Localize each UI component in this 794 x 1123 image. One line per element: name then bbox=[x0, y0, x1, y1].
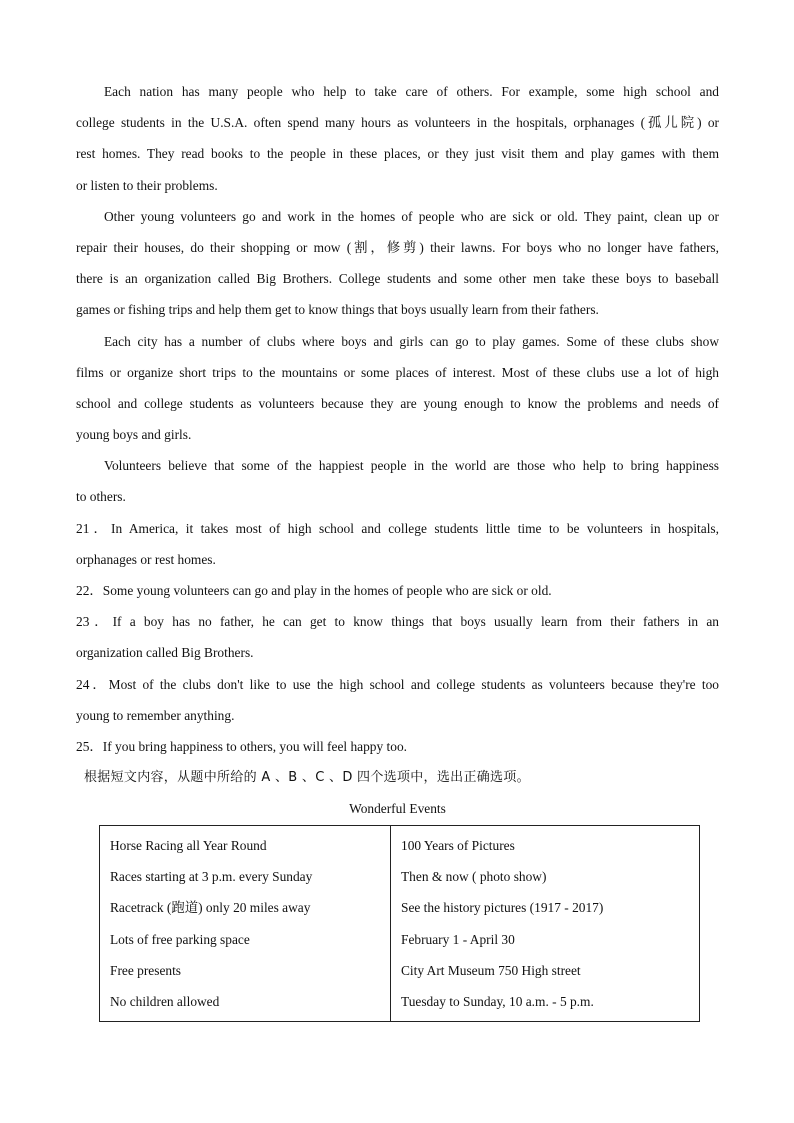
question-23-line: organization called Big Brothers. bbox=[76, 645, 254, 661]
table-cell: 100 Years of Pictures bbox=[391, 826, 700, 862]
table-cell: Then & now ( photo show) bbox=[391, 861, 700, 892]
passage-line: young boys and girls. bbox=[76, 427, 192, 443]
question-25-line: 25．If you bring happiness to others, you will feel happy too. bbox=[76, 738, 407, 754]
passage-line: Volunteers believe that some of the happiest people in the world are those who help to bring happiness bbox=[104, 458, 719, 474]
table-cell: Horse Racing all Year Round bbox=[100, 826, 391, 862]
question-21-line: 21．In America, it takes most of high school and college students little time to be volunteers in hospitals, bbox=[76, 520, 719, 536]
question-21-line: orphanages or rest homes. bbox=[76, 551, 216, 567]
table-cell: February 1 - April 30 bbox=[391, 924, 700, 955]
reading-passage bbox=[76, 76, 719, 824]
question-23-line: 23．If a boy has no father, he can get to know things that boys usually learn from their fathers in an bbox=[76, 614, 719, 630]
table-row bbox=[100, 986, 700, 1022]
table-cell: Free presents bbox=[100, 955, 391, 986]
table-cell: Lots of free parking space bbox=[100, 924, 391, 955]
passage-line: Each nation has many people who help to take care of others. For example, some high school and bbox=[104, 84, 719, 99]
passage-line: repair their houses, do their shopping or mow (割，修剪) their lawns. For boys who no longer have fathers, bbox=[76, 239, 719, 255]
passage-line: school and college students as volunteers because they are young enough to know the problems and needs of bbox=[76, 395, 719, 411]
table-row bbox=[100, 924, 700, 955]
table-cell: See the history pictures (1917 - 2017) bbox=[391, 892, 700, 923]
passage-line: or listen to their problems. bbox=[76, 177, 218, 193]
table-cell: Races starting at 3 p.m. every Sunday bbox=[100, 861, 391, 892]
question-22-line: 22．Some young volunteers can go and play in the homes of people who are sick or old. bbox=[76, 583, 552, 598]
question-24-line: 24．Most of the clubs don't like to use the high school and college students as volunteers because they're too bbox=[76, 676, 719, 692]
table-row bbox=[100, 892, 700, 923]
passage-line: rest homes. They read books to the people in these places, or they just visit them and play games with them bbox=[76, 146, 719, 162]
table-row bbox=[100, 955, 700, 986]
table-title: Wonderful Events bbox=[349, 801, 446, 817]
table-row bbox=[100, 826, 700, 862]
passage-line: to others. bbox=[76, 489, 126, 505]
question-24-line: young to remember anything. bbox=[76, 707, 235, 723]
table-cell: Tuesday to Sunday, 10 a.m. - 5 p.m. bbox=[391, 986, 700, 1022]
passage-line: films or organize short trips to the mountains or some places of interest. Most of these clubs use a lot of high bbox=[76, 364, 719, 380]
passage-line: Other young volunteers go and work in the homes of people who are sick or old. They paint, clean up or bbox=[104, 208, 719, 224]
table-cell: City Art Museum 750 High street bbox=[391, 955, 700, 986]
table-row bbox=[100, 861, 700, 892]
section-instruction: 根据短文内容，从题中所给的 A 、B 、C 、D 四个选项中，选出正确选项。 bbox=[84, 770, 530, 786]
passage-line: college students in the U.S.A. often spend many hours as volunteers in the hospitals, orphanages (孤儿院) or bbox=[76, 115, 719, 131]
passage-line: there is an organization called Big Brothers. College students and some other men take these boys to baseball bbox=[76, 271, 719, 287]
table-cell: Racetrack (跑道) only 20 miles away bbox=[100, 892, 391, 923]
table-cell: No children allowed bbox=[100, 986, 391, 1022]
passage-line: games or fishing trips and help them get to know things that boys usually learn from their fathers. bbox=[76, 302, 599, 318]
events-table bbox=[99, 825, 700, 1022]
passage-line: Each city has a number of clubs where boys and girls can go to play games. Some of these clubs show bbox=[104, 333, 719, 349]
